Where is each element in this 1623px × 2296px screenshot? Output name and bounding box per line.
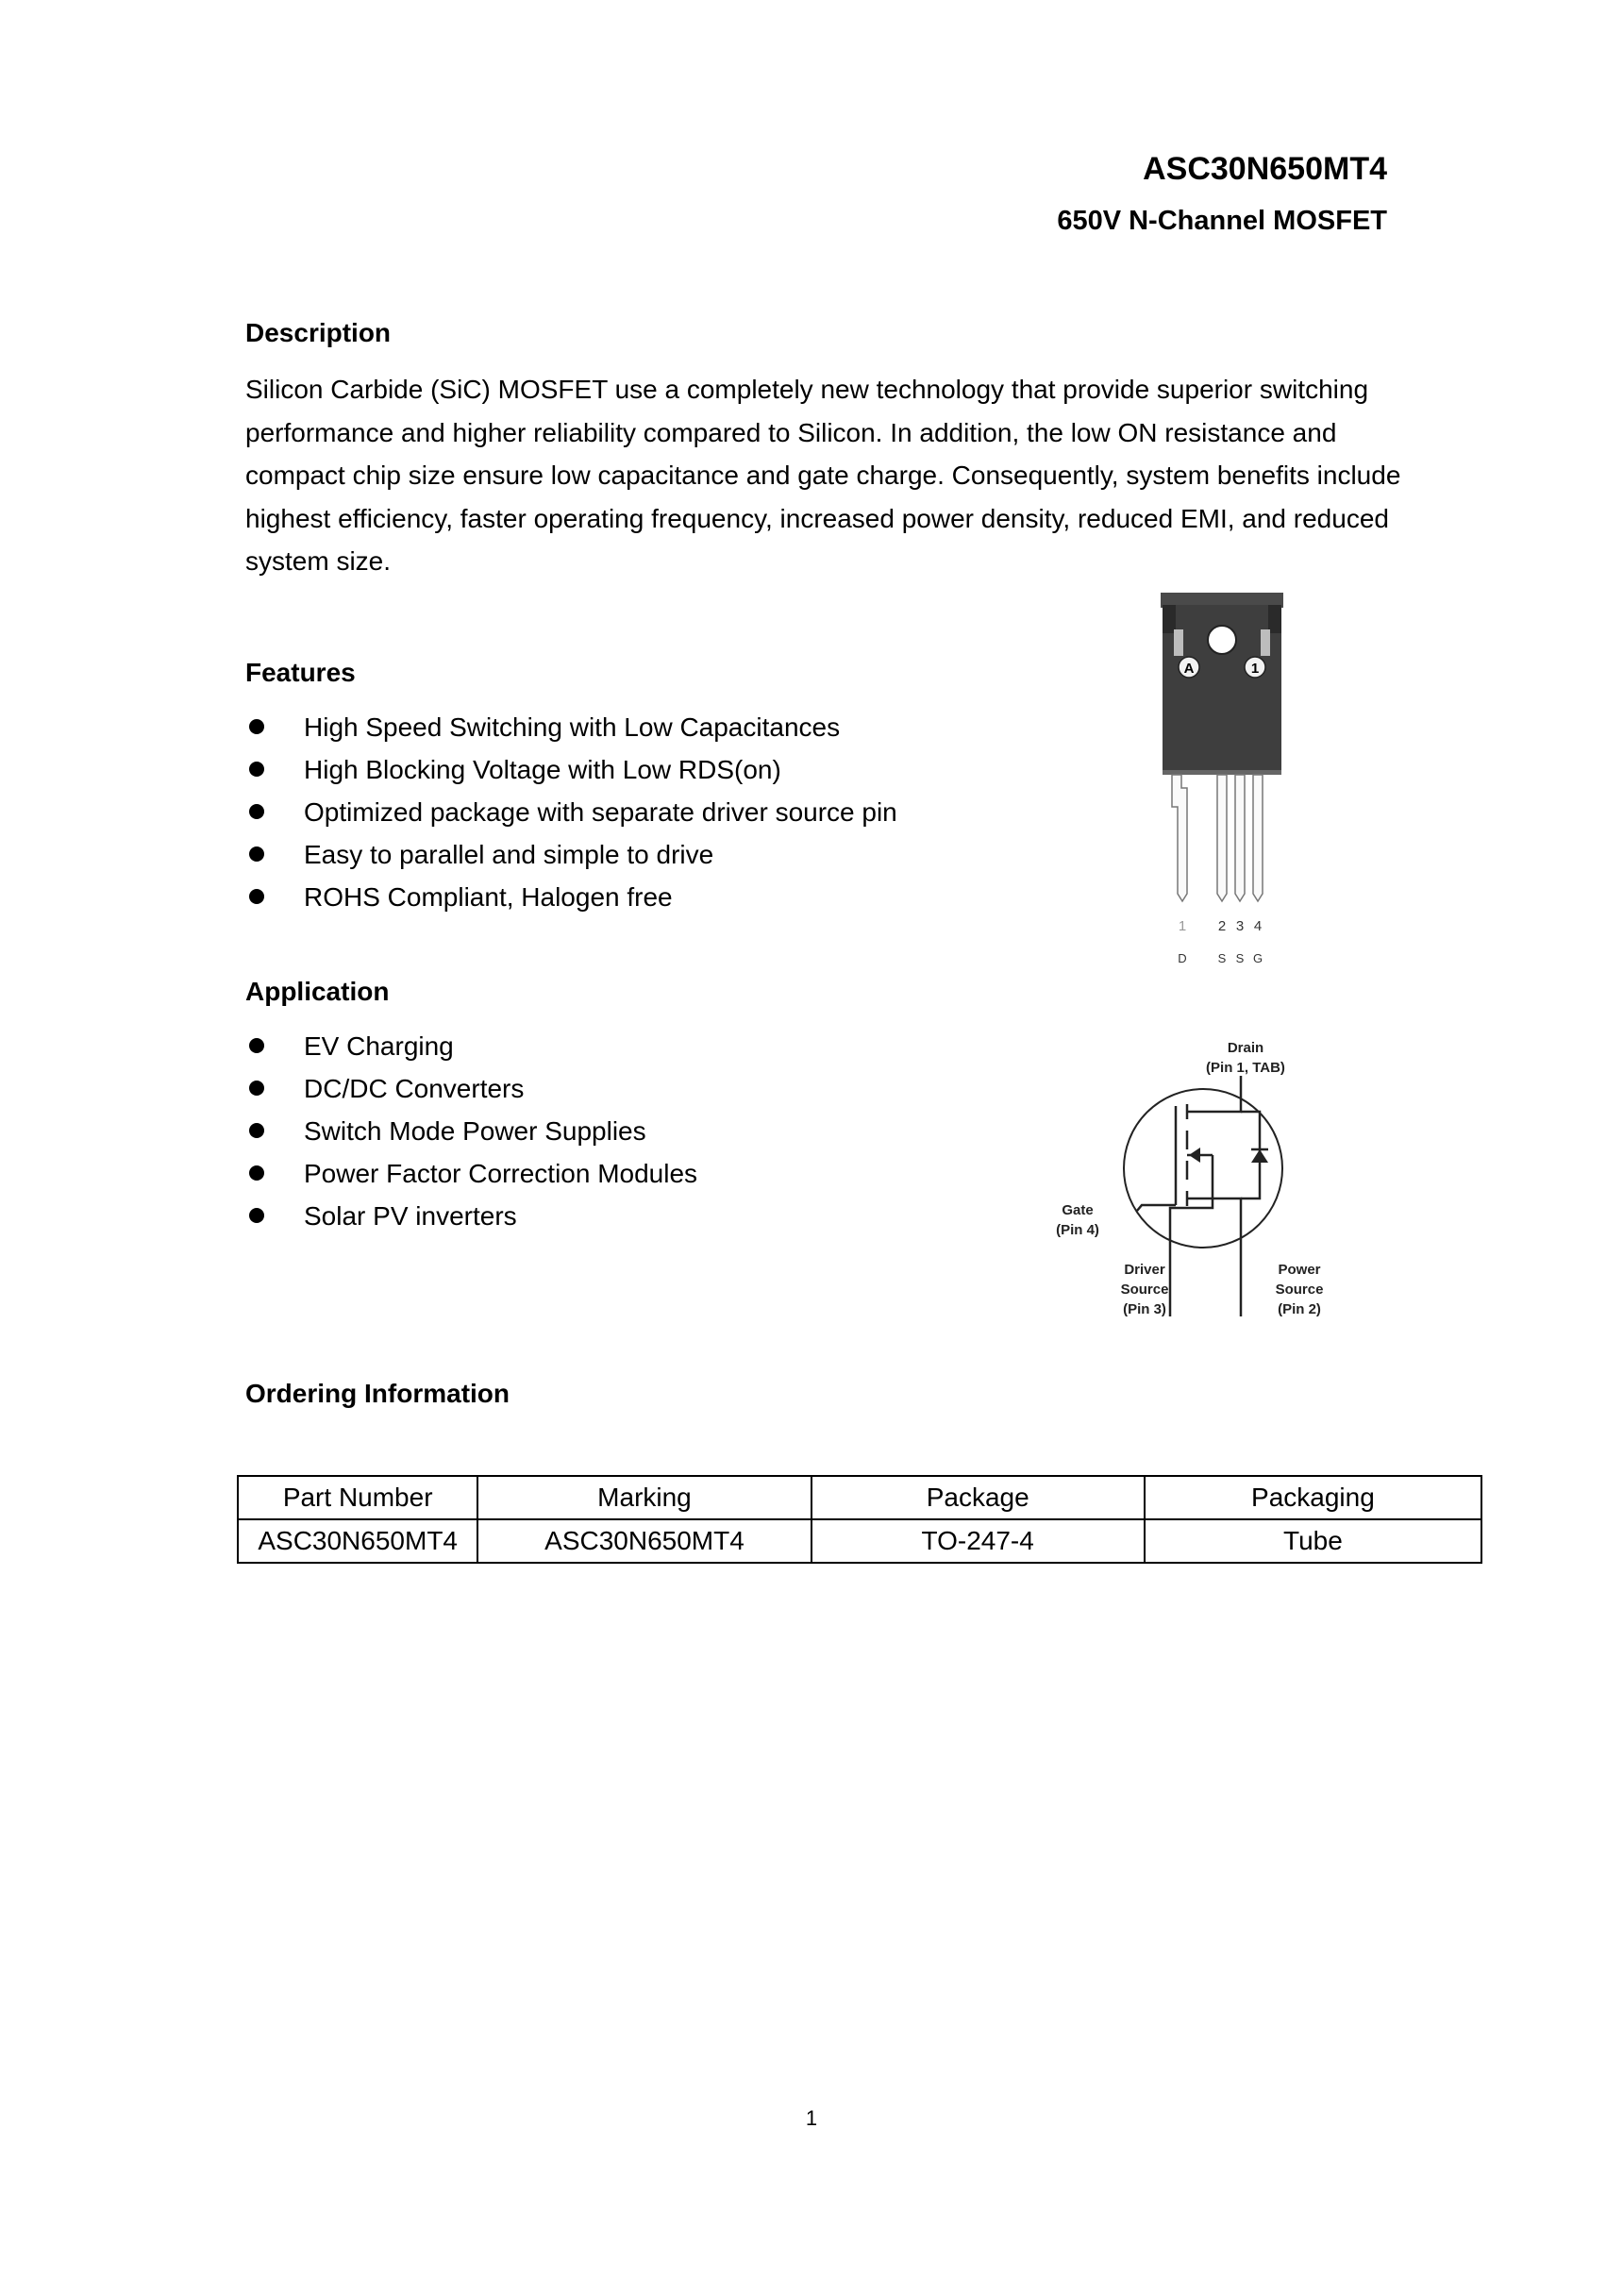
list-item [245, 791, 897, 833]
feature-label: Optimized package with separate driver source pin [304, 797, 897, 827]
bullet-icon [249, 889, 264, 904]
diode-icon [1251, 1149, 1268, 1163]
column-header: Packaging [1145, 1476, 1481, 1519]
drain-label: Drain [1227, 1040, 1264, 1056]
pin-number: 3 [1235, 918, 1245, 934]
power-source-label: Source [1275, 1282, 1324, 1298]
application-heading: Application [245, 977, 390, 1006]
drain-pin-label: (Pin 1, TAB) [1206, 1060, 1285, 1076]
bullet-icon [249, 762, 264, 777]
list-item [245, 1110, 697, 1152]
table-row [238, 1519, 1481, 1563]
list-item [245, 1067, 697, 1110]
bullet-icon [249, 846, 264, 862]
application-label: Switch Mode Power Supplies [304, 1116, 646, 1146]
table-header-row [238, 1476, 1481, 1519]
list-item [245, 1195, 697, 1237]
mounting-hole-icon [1208, 626, 1236, 654]
table-cell: ASC30N650MT4 [477, 1519, 811, 1563]
mosfet-symbol-icon [1137, 1076, 1268, 1316]
list-item [245, 748, 897, 791]
pin-number: 4 [1253, 918, 1263, 934]
part-number-title: ASC30N650MT4 [1143, 151, 1387, 187]
bullet-icon [249, 1081, 264, 1096]
driver-label: Driver [1124, 1262, 1165, 1278]
bullet-icon [249, 1208, 264, 1223]
pin-number: 1 [1178, 918, 1187, 934]
features-list [245, 706, 897, 918]
list-item [245, 1152, 697, 1195]
list-item [245, 833, 897, 876]
list-item [245, 876, 897, 918]
table-cell: ASC30N650MT4 [238, 1519, 477, 1563]
page-number: 1 [805, 2106, 818, 2130]
pin-letter: S [1235, 951, 1245, 965]
column-header: Package [812, 1476, 1145, 1519]
gate-label: Gate [1062, 1202, 1094, 1218]
ordering-heading: Ordering Information [245, 1379, 510, 1408]
gate-pin-label: (Pin 4) [1056, 1222, 1099, 1238]
table-cell: TO-247-4 [812, 1519, 1145, 1563]
badge-1-label: 1 [1250, 661, 1260, 677]
application-label: Power Factor Correction Modules [304, 1159, 698, 1188]
application-label: DC/DC Converters [304, 1074, 525, 1103]
feature-label: High Speed Switching with Low Capacitances [304, 712, 841, 742]
bullet-icon [249, 1123, 264, 1138]
table-cell: Tube [1145, 1519, 1481, 1563]
bullet-icon [249, 1165, 264, 1181]
package-body [1161, 593, 1283, 775]
pin-letter: G [1252, 951, 1263, 965]
feature-label: Easy to parallel and simple to drive [304, 840, 714, 869]
driver-source-label: Source [1120, 1282, 1169, 1298]
ordering-table [237, 1475, 1482, 1564]
pin-letter: D [1178, 951, 1187, 965]
column-header: Part Number [238, 1476, 477, 1519]
column-header: Marking [477, 1476, 811, 1519]
power-label: Power [1278, 1262, 1321, 1278]
bullet-icon [249, 1038, 264, 1053]
package-illustration [1123, 590, 1312, 972]
features-heading: Features [245, 658, 356, 687]
power-pin-label: (Pin 2) [1278, 1301, 1321, 1317]
feature-label: High Blocking Voltage with Low RDS(on) [304, 755, 781, 784]
arrow-icon [1189, 1148, 1200, 1163]
list-item [245, 706, 897, 748]
list-item [245, 1025, 697, 1067]
description-heading: Description [245, 318, 392, 347]
description-text: Silicon Carbide (SiC) MOSFET use a completely new technology that provide superior switching performance and higher reliability compared to Silicon. In addition, the low ON resistance and compact chip size ensure low capacitance and gate charge. Consequently, system benefits include highest efficiency, faster operating frequency, increased power density, reduced EMI, and reduced system size. [245, 375, 1401, 576]
device-subtitle: 650V N-Channel MOSFET [1057, 206, 1387, 236]
driver-pin-label: (Pin 3) [1123, 1301, 1166, 1317]
feature-label: ROHS Compliant, Halogen free [304, 882, 673, 912]
bullet-icon [249, 804, 264, 819]
application-list [245, 1025, 697, 1237]
mosfet-schematic [1038, 1029, 1349, 1331]
pin-letter: S [1217, 951, 1227, 965]
bullet-icon [249, 719, 264, 734]
pin-number: 2 [1217, 918, 1227, 934]
badge-a-label: A [1183, 661, 1195, 677]
application-label: Solar PV inverters [304, 1201, 517, 1231]
package-leads [1172, 775, 1263, 901]
application-label: EV Charging [304, 1031, 454, 1061]
